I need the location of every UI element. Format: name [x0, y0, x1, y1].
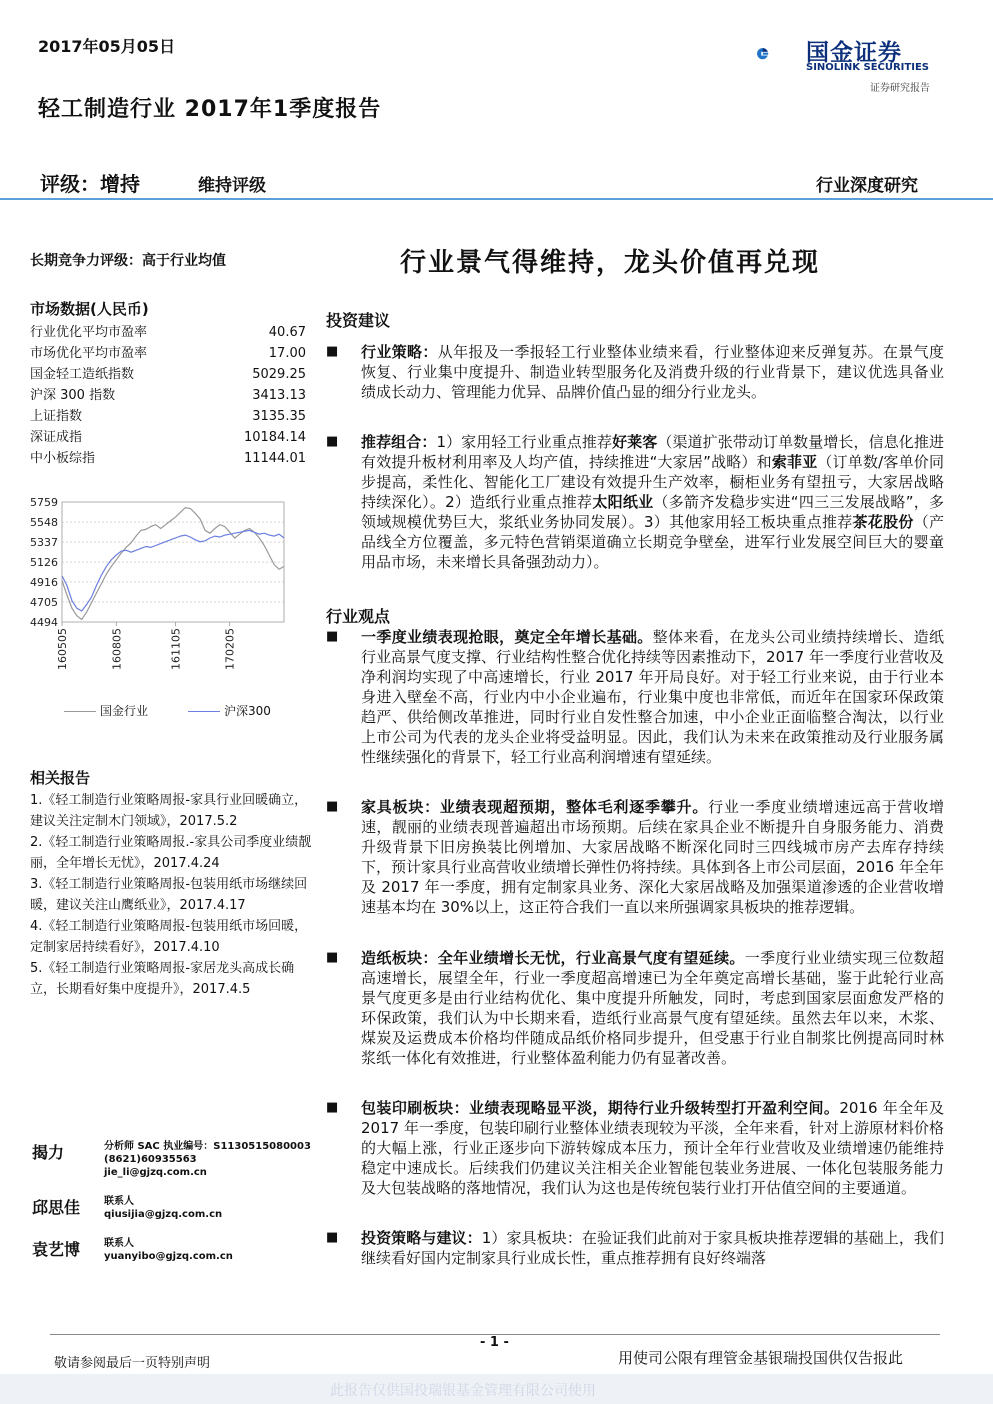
report-title: 轻工制造行业 2017年1季度报告 — [38, 97, 382, 122]
para-body: 行业一季度业绩增速远高于营收增速，靓丽的业绩表现普遍超出市场预期。后续在家具企业不断提升自身服务能力、消费升级背景下旧房换装比例增加、大家居战略不断深化同时三四线城市房产去库存持续下，预计家具行业高营收业绩增长弹性仍将持续。具体到各上市公司层面，2016 年全年及 2017 年一季度，拥有定制家具业务、深化大家居战略及加强渠道渗透的企业营收增速基本均在 30%以上，这正符合我们一直以来所强调家具板块的推荐逻辑。 — [361, 798, 944, 916]
market-data-table — [30, 322, 306, 469]
paragraph-advice — [326, 1228, 944, 1270]
related-report-link[interactable]: 2.《轻工制造行业策略周报.-家具公司季度业绩靓丽，全年增长无忧》，2017.4.24 — [30, 835, 312, 871]
y-tick-label: 5759 — [30, 496, 58, 509]
legend-label: 国金行业 — [100, 704, 149, 718]
footer-mirrored-text: 用使司公限有理管金基银瑞投国供仅告报此 — [618, 1349, 904, 1367]
analyst-list — [32, 1140, 322, 1279]
legend-label: 沪深300 — [224, 704, 271, 718]
para-lead: 家具板块：业绩表现超预期，整体毛利逐季攀升。 — [361, 798, 709, 816]
para-lead: 包装印刷板块：业绩表现略显平淡，期待行业升级转型打开盈利空间。 — [361, 1099, 840, 1117]
market-label: 深证成指 — [30, 430, 83, 445]
bullet-icon: ■ — [326, 799, 339, 814]
index-line-chart — [20, 490, 310, 690]
related-report-link[interactable]: 4.《轻工制造行业策略周报-包装用纸市场回暖，定制家居持续看好》，2017.4.10 — [30, 919, 308, 955]
related-reports-title: 相关报告 — [30, 769, 91, 787]
para-body: 一季度行业业绩实现三位数超高速增长，展望全年，行业一季度超高增速已为全年奠定高增长基础，鉴于此轮行业高景气度更多是由行业结构优化、集中度提升所触发，同时，考虑到国家层面愈发严格的环保政策，我们认为中长期来看，造纸行业高景气度有望延续。虽然去年以来，木浆、煤炭及运费成本价格均伴随成品纸价格同步提升，但受惠于行业自制浆比例提高同时林浆纸一体化有效推进，行业整体盈利能力仍有显著改善。 — [361, 949, 944, 1067]
para-body: （多箭齐发稳步实进“四三三发展战略”，多领域规模优势巨大，浆纸业务协同发展）。3）其他家用轻工板块重点推荐 — [361, 493, 944, 531]
legend-swatch — [64, 711, 96, 712]
analyst-name: 揭力 — [32, 1143, 65, 1162]
related-reports-list — [30, 790, 320, 1000]
market-label: 沪深 300 指数 — [30, 388, 116, 403]
bullet-icon: ■ — [326, 1100, 339, 1115]
market-row — [30, 343, 306, 364]
market-value: 5029.25 — [252, 367, 306, 382]
analyst-email[interactable]: yuanyibo@gjzq.com.cn — [104, 1251, 233, 1262]
market-data-title: 市场数据(人民币) — [30, 300, 149, 318]
paragraph-packaging — [326, 1098, 944, 1198]
para-body: （渠道扩张带动订单数量增长，信息化推进有效提升板材利用率及人均产值，持续推进“大家居”战略）和 — [361, 433, 944, 471]
para-lead: 一季度业绩表现抢眼，奠定全年增长基础。 — [361, 628, 653, 646]
series-line-hs300 — [62, 530, 284, 611]
report-date: 2017年05月05日 — [38, 37, 176, 56]
para-lead: 投资策略与建议： — [361, 1229, 482, 1247]
y-tick-label: 5337 — [30, 536, 58, 550]
competitive-rating: 长期竞争力评级：高于行业均值 — [30, 253, 226, 269]
logo-subtitle: 证券研究报告 — [870, 83, 930, 94]
bullet-icon: ■ — [326, 1230, 339, 1245]
analyst-name: 邱思佳 — [32, 1198, 81, 1217]
x-tick-label: 170205 — [223, 628, 237, 670]
y-tick-label: 5126 — [30, 556, 58, 570]
para-body: （订单数/客单价同步提高，柔性化、智能化工厂建设有效提升生产效率，橱柜业务有望扭亏，大家居战略持续深化）。2）造纸行业重点推荐 — [361, 453, 944, 511]
bullet-icon: ■ — [326, 344, 339, 359]
series-line-industry — [62, 508, 284, 620]
y-tick-label: 4916 — [30, 575, 58, 589]
footer-disclaimer: 敬请参阅最后一页特别声明 — [54, 1356, 211, 1371]
para-lead: 造纸板块：全年业绩增长无忧，行业高景气度有望延续。 — [361, 949, 745, 967]
section-title-views: 行业观点 — [326, 607, 391, 626]
paragraph-portfolio — [326, 432, 944, 572]
stock-name: 茶花股份 — [852, 513, 914, 531]
market-row — [30, 406, 306, 427]
market-value: 17.00 — [268, 346, 306, 361]
market-row — [30, 364, 306, 385]
analyst-info — [104, 1237, 233, 1263]
chart-legend — [64, 702, 271, 719]
market-label: 国金轻工造纸指数 — [30, 367, 135, 382]
market-label: 上证指数 — [30, 409, 83, 424]
y-tick-label: 4705 — [30, 595, 58, 609]
section-title-investment: 投资建议 — [326, 311, 391, 330]
analyst-info — [104, 1140, 311, 1179]
watermark: 此报告仅供国投瑞银基金管理有限公司使用 — [330, 1383, 596, 1399]
rating: 评级：增持 — [40, 172, 140, 196]
report-type: 行业深度研究 — [816, 176, 918, 196]
paragraph-q1 — [326, 627, 944, 767]
analyst-info — [104, 1195, 222, 1221]
rating-action: 维持评级 — [198, 176, 266, 196]
market-value: 40.67 — [268, 325, 306, 340]
market-value: 11144.01 — [243, 451, 306, 466]
bullet-icon: ■ — [326, 950, 339, 965]
para-lead: 行业策略： — [361, 343, 438, 361]
market-label: 行业优化平均市盈率 — [30, 325, 148, 340]
analyst-title: 分析师 SAC 执业编号：S1130515080003 — [104, 1141, 311, 1152]
para-lead: 推荐组合： — [361, 433, 437, 451]
headline: 行业景气得维持，龙头价值再兑现 — [400, 248, 821, 278]
market-row — [30, 427, 306, 448]
paragraph-furniture — [326, 797, 944, 917]
x-tick-label: 160805 — [110, 628, 124, 670]
page-number: - 1 - — [480, 1335, 509, 1350]
market-row — [30, 385, 306, 406]
analyst-email[interactable]: qiusijia@gjzq.com.cn — [104, 1209, 223, 1220]
related-report-link[interactable]: 5.《轻工制造行业策略周报-家居龙头高成长确立，长期看好集中度提升》，2017.4.5 — [30, 961, 295, 997]
bullet-icon: ■ — [326, 629, 339, 644]
x-tick-label: 161105 — [169, 628, 183, 670]
company-logo — [756, 30, 806, 80]
legend-item-industry — [64, 702, 148, 719]
market-value: 3413.13 — [252, 388, 306, 403]
para-body: 1）家具板块：在验证我们此前对于家具板块推荐逻辑的基础上，我们继续看好国内定制家具行业成长性，重点推荐拥有良好终端落 — [361, 1229, 944, 1267]
x-tick-label: 160505 — [56, 628, 69, 670]
market-row — [30, 448, 306, 469]
logo-text-cn: 国金证券 — [806, 40, 902, 66]
paragraph-paper — [326, 948, 944, 1068]
market-value: 3135.35 — [252, 409, 306, 424]
market-row — [30, 322, 306, 343]
analyst-email[interactable]: jie_li@gjzq.com.cn — [104, 1167, 207, 1178]
stock-name: 太阳纸业 — [592, 493, 654, 511]
paragraph-strategy — [326, 342, 944, 402]
para-body: 1）家用轻工行业重点推荐 — [436, 433, 613, 451]
y-tick-label: 4494 — [30, 616, 58, 629]
stock-name: 索菲亚 — [771, 453, 818, 471]
related-report-link[interactable]: 3.《轻工制造行业策略周报-包装用纸市场继续回暖，建议关注山鹰纸业》，2017.4.17 — [30, 877, 308, 913]
para-body: （产品线全方位覆盖，多元特色营销渠道确立长期竞争壁垒，进军行业发展空间巨大的婴童用品市场，未来增长具备强劲动力）。 — [361, 513, 944, 571]
para-body: 从年报及一季报轻工行业整体业绩来看，行业整体迎来反弹复苏。在景气度恢复、行业集中度提升、制造业转型服务化及消费升级的行业背景下，建议优选具备业绩成长动力、管理能力优异、品牌价值凸显的细分行业龙头。 — [361, 343, 944, 401]
analyst-card — [32, 1195, 322, 1221]
para-body: 整体来看，在龙头公司业绩持续增长、造纸行业高景气度支撑、行业结构性整合优化持续等因素推动下，2017 年一季度行业营收及净利润均实现了中高速增长，行业 2017 年开局良好。对于轻工行业来说，由于行业本身进入壁垒不高，行业内中小企业遍布，行业集中度也非常低，而近年在国家环保政策趋严、供给侧改革推进，同时行业自发性整合加速，中小企业正面临整合淘汰，以行业上市公司为代表的龙头企业将受益明显。因此，我们认为未来在政策推动及行业服务属性继续强化的背景下，轻工行业高利润增速有望延续。 — [361, 628, 944, 766]
y-tick-label: 5548 — [30, 516, 58, 530]
analyst-name: 袁艺博 — [32, 1240, 81, 1259]
legend-item-hs300 — [188, 702, 271, 719]
bullet-icon: ■ — [326, 434, 339, 449]
analyst-card — [32, 1140, 322, 1179]
stock-name: 好莱客 — [612, 433, 658, 451]
market-label: 市场优化平均市盈率 — [30, 346, 148, 361]
logo-text-en: SINOLINK SECURITIES — [806, 62, 929, 73]
related-report-link[interactable]: 1.《轻工制造行业策略周报-家具行业回暖确立，建议关注定制木门领域》，2017.5.2 — [30, 793, 308, 829]
legend-swatch — [188, 711, 220, 712]
analyst-card — [32, 1237, 322, 1263]
header-rule — [0, 198, 993, 200]
market-value: 10184.14 — [243, 430, 306, 445]
analyst-title: 联系人 — [104, 1196, 134, 1207]
market-label: 中小板综指 — [30, 451, 96, 466]
para-body: 2016 年全年及 2017 年一季度，包装印刷行业整体业绩表现较为平淡，全年来看，针对上游原材料价格的大幅上涨，行业正逐步向下游转嫁成本压力，预计全年行业营收及业绩增速仍能维持稳定中速成长。后续我们仍建议关注相关企业智能包装业务进展、一体化包装服务能力及大包装战略的落地情况，我们认为这也是传统包装行业打开估值空间的主要通道。 — [361, 1099, 944, 1197]
analyst-phone: (8621)60935563 — [104, 1154, 197, 1165]
analyst-title: 联系人 — [104, 1238, 134, 1249]
